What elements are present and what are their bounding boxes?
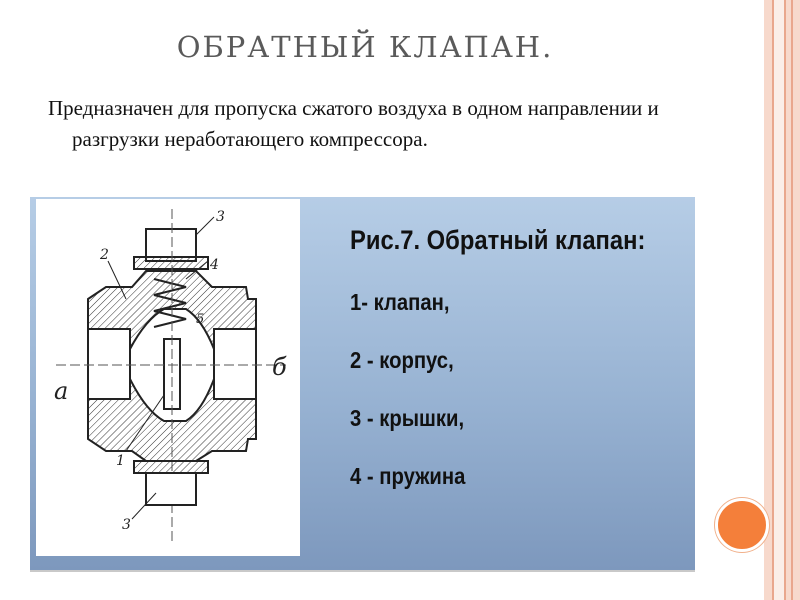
decor-circle [715,498,769,552]
valve-drawing [36,199,300,556]
legend-item: 3 - крышки, [350,405,465,431]
label-5: 5 [196,312,205,327]
figure-caption: Рис.7. Обратный клапан: [350,225,646,255]
decor-stripe-line [791,0,793,600]
label-2: 2 [100,247,109,263]
slide-description: Предназначен для пропуска сжатого воздуха в одном направлении и разгрузки неработающего компрессора. [48,96,659,151]
valve-cross-section-image [36,199,300,556]
label-3-bottom: 3 [122,517,131,533]
bottom-cap-shape [146,473,196,505]
legend-item: 1- клапан, [350,289,450,315]
decor-stripe-inner [772,0,786,600]
legend-item: 4 - пружина [350,463,466,489]
label-inlet: а [54,377,69,405]
label-3-top: 3 [216,209,225,225]
legend-item: 2 - корпус, [350,347,454,373]
label-1: 1 [116,453,125,469]
figure-panel [30,197,695,572]
label-4: 4 [210,257,219,273]
label-outlet: б [272,353,287,381]
slide-title: ОБРАТНЫЙ КЛАПАН. [176,30,554,64]
figure-legend [350,289,481,521]
